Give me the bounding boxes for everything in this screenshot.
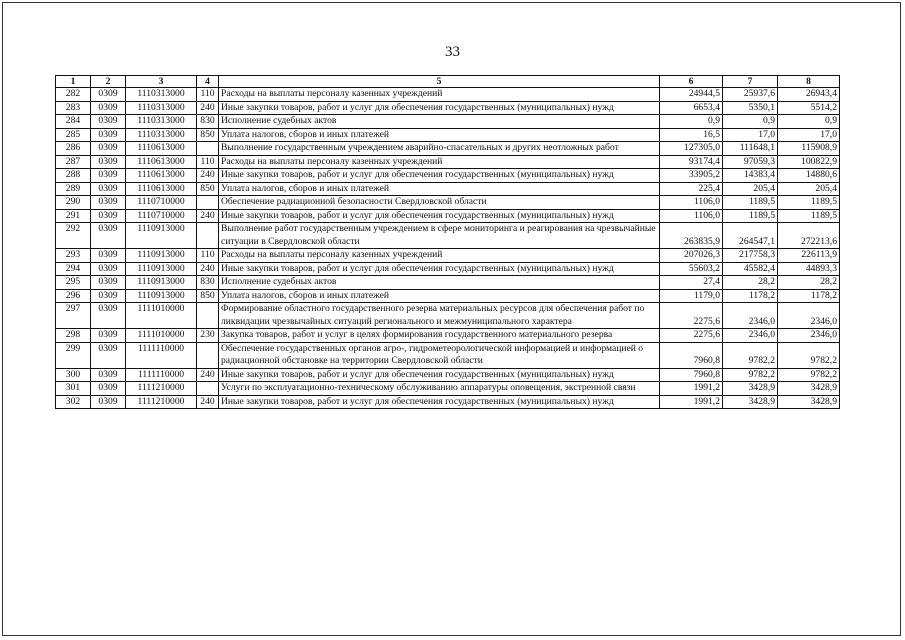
section-code: 0309 [91, 276, 126, 290]
amount-col6: 1106,0 [660, 209, 723, 223]
section-code: 0309 [91, 182, 126, 196]
row-number: 302 [56, 395, 91, 409]
section-code: 0309 [91, 196, 126, 210]
section-code: 0309 [91, 368, 126, 382]
amount-col8: 1178,2 [778, 289, 840, 303]
target-article-code: 1110313000 [126, 88, 197, 102]
section-code: 0309 [91, 209, 126, 223]
amount-col6: 2275,6 [660, 329, 723, 343]
table-row [56, 223, 840, 249]
amount-col6: 0,9 [660, 115, 723, 129]
amount-col7: 25937,6 [723, 88, 778, 102]
amount-col8: 44893,3 [778, 262, 840, 276]
amount-col6: 225,4 [660, 182, 723, 196]
section-code: 0309 [91, 342, 126, 368]
table-row [56, 262, 840, 276]
expense-type-code: 830 [197, 115, 219, 129]
section-code: 0309 [91, 155, 126, 169]
table-row [56, 88, 840, 102]
row-description: Расходы на выплаты персоналу казенных учреждений [219, 155, 660, 169]
expense-type-code: 110 [197, 249, 219, 263]
expense-type-code [197, 223, 219, 249]
target-article-code: 1111210000 [126, 395, 197, 409]
section-code: 0309 [91, 142, 126, 156]
row-number: 290 [56, 196, 91, 210]
expense-type-code: 240 [197, 209, 219, 223]
amount-col8: 205,4 [778, 182, 840, 196]
table-row [56, 276, 840, 290]
section-code: 0309 [91, 169, 126, 183]
table-row [56, 182, 840, 196]
section-code: 0309 [91, 88, 126, 102]
amount-col6: 1179,0 [660, 289, 723, 303]
amount-col8: 1189,5 [778, 196, 840, 210]
amount-col6: 263835,9 [660, 223, 723, 249]
row-description: Иные закупки товаров, работ и услуг для обеспечения государственных (муниципальных) нужд [219, 395, 660, 409]
amount-col7: 111648,1 [723, 142, 778, 156]
row-description: Исполнение судебных актов [219, 115, 660, 129]
target-article-code: 1110613000 [126, 169, 197, 183]
table-row [56, 382, 840, 396]
amount-col8: 14880,6 [778, 169, 840, 183]
row-description: Расходы на выплаты персоналу казенных учреждений [219, 249, 660, 263]
amount-col8: 9782,2 [778, 342, 840, 368]
row-number: 300 [56, 368, 91, 382]
table-row [56, 155, 840, 169]
row-number: 283 [56, 101, 91, 115]
amount-col6: 7960,8 [660, 342, 723, 368]
amount-col8: 9782,2 [778, 368, 840, 382]
row-description: Исполнение судебных актов [219, 276, 660, 290]
row-number: 284 [56, 115, 91, 129]
amount-col7: 205,4 [723, 182, 778, 196]
amount-col8: 17,0 [778, 128, 840, 142]
amount-col8: 1189,5 [778, 209, 840, 223]
expense-type-code: 240 [197, 395, 219, 409]
row-number: 294 [56, 262, 91, 276]
amount-col7: 217758,3 [723, 249, 778, 263]
expense-type-code: 850 [197, 182, 219, 196]
amount-col6: 16,5 [660, 128, 723, 142]
amount-col8: 26943,4 [778, 88, 840, 102]
row-number: 292 [56, 223, 91, 249]
amount-col7: 1189,5 [723, 196, 778, 210]
row-description: Иные закупки товаров, работ и услуг для обеспечения государственных (муниципальных) нужд [219, 209, 660, 223]
target-article-code: 1110913000 [126, 289, 197, 303]
section-code: 0309 [91, 303, 126, 329]
section-code: 0309 [91, 329, 126, 343]
row-number: 287 [56, 155, 91, 169]
amount-col7: 45582,4 [723, 262, 778, 276]
expense-type-code: 110 [197, 88, 219, 102]
amount-col8: 2346,0 [778, 303, 840, 329]
table-row [56, 128, 840, 142]
table-row [56, 209, 840, 223]
row-number: 298 [56, 329, 91, 343]
amount-col8: 100822,9 [778, 155, 840, 169]
amount-col6: 2275,6 [660, 303, 723, 329]
amount-col7: 3428,9 [723, 382, 778, 396]
target-article-code: 1110613000 [126, 155, 197, 169]
col-header-5: 5 [219, 76, 660, 88]
amount-col6: 55603,2 [660, 262, 723, 276]
table-row [56, 115, 840, 129]
target-article-code: 1110313000 [126, 115, 197, 129]
target-article-code: 1111110000 [126, 342, 197, 368]
target-article-code: 1110313000 [126, 101, 197, 115]
amount-col6: 1991,2 [660, 395, 723, 409]
expense-type-code [197, 303, 219, 329]
target-article-code: 1110613000 [126, 182, 197, 196]
row-description: Уплата налогов, сборов и иных платежей [219, 289, 660, 303]
row-number: 282 [56, 88, 91, 102]
expense-type-code: 850 [197, 289, 219, 303]
section-code: 0309 [91, 128, 126, 142]
target-article-code: 1110710000 [126, 196, 197, 210]
amount-col7: 2346,0 [723, 303, 778, 329]
table-row [56, 395, 840, 409]
amount-col8: 115908,9 [778, 142, 840, 156]
target-article-code: 1110913000 [126, 249, 197, 263]
amount-col8: 226113,9 [778, 249, 840, 263]
row-number: 288 [56, 169, 91, 183]
amount-col6: 93174,4 [660, 155, 723, 169]
target-article-code: 1111010000 [126, 303, 197, 329]
col-header-7: 7 [723, 76, 778, 88]
table-row [56, 249, 840, 263]
col-header-6: 6 [660, 76, 723, 88]
row-number: 299 [56, 342, 91, 368]
table-row [56, 342, 840, 368]
col-header-1: 1 [56, 76, 91, 88]
row-description: Обеспечение государственных органов агро-, гидрометеорологической информацией и информацией о радиационной обстановке на территории Свердловской области [219, 342, 660, 368]
amount-col6: 6653,4 [660, 101, 723, 115]
target-article-code: 1111110000 [126, 368, 197, 382]
target-article-code: 1110913000 [126, 276, 197, 290]
expense-type-code [197, 382, 219, 396]
target-article-code: 1110710000 [126, 209, 197, 223]
table-row [56, 303, 840, 329]
table-row [56, 329, 840, 343]
amount-col7: 9782,2 [723, 368, 778, 382]
amount-col7: 1178,2 [723, 289, 778, 303]
row-number: 301 [56, 382, 91, 396]
amount-col8: 2346,0 [778, 329, 840, 343]
row-description: Уплата налогов, сборов и иных платежей [219, 128, 660, 142]
row-number: 289 [56, 182, 91, 196]
target-article-code: 1111210000 [126, 382, 197, 396]
amount-col7: 3428,9 [723, 395, 778, 409]
section-code: 0309 [91, 223, 126, 249]
row-number: 293 [56, 249, 91, 263]
target-article-code: 1110913000 [126, 262, 197, 276]
amount-col7: 264547,1 [723, 223, 778, 249]
row-description: Иные закупки товаров, работ и услуг для обеспечения государственных (муниципальных) нужд [219, 101, 660, 115]
expense-type-code: 830 [197, 276, 219, 290]
row-description: Расходы на выплаты персоналу казенных учреждений [219, 88, 660, 102]
amount-col6: 27,4 [660, 276, 723, 290]
section-code: 0309 [91, 395, 126, 409]
row-description: Обеспечение радиационной безопасности Свердловской области [219, 196, 660, 210]
section-code: 0309 [91, 101, 126, 115]
amount-col7: 5350,1 [723, 101, 778, 115]
row-description: Уплата налогов, сборов и иных платежей [219, 182, 660, 196]
amount-col7: 2346,0 [723, 329, 778, 343]
table-row [56, 196, 840, 210]
target-article-code: 1110913000 [126, 223, 197, 249]
expense-type-code [197, 196, 219, 210]
amount-col7: 14383,4 [723, 169, 778, 183]
amount-col7: 9782,2 [723, 342, 778, 368]
table-row [56, 101, 840, 115]
section-code: 0309 [91, 249, 126, 263]
expense-type-code: 240 [197, 101, 219, 115]
expense-type-code: 240 [197, 169, 219, 183]
table-row [56, 368, 840, 382]
row-description: Услуги по эксплуатационно-техническому обслуживанию аппаратуры оповещения, экстренной связи [219, 382, 660, 396]
page-number: 33 [445, 44, 460, 60]
expense-type-code: 240 [197, 368, 219, 382]
expense-type-code [197, 142, 219, 156]
amount-col7: 0,9 [723, 115, 778, 129]
row-number: 296 [56, 289, 91, 303]
row-description: Выполнение государственным учреждением аварийно-спасательных и других неотложных работ [219, 142, 660, 156]
expense-type-code: 850 [197, 128, 219, 142]
amount-col6: 1991,2 [660, 382, 723, 396]
col-header-3: 3 [126, 76, 197, 88]
amount-col8: 272213,6 [778, 223, 840, 249]
row-description: Иные закупки товаров, работ и услуг для обеспечения государственных (муниципальных) нужд [219, 262, 660, 276]
row-description: Выполнение работ государственным учреждением в сфере мониторинга и реагирования на чрезвычайные ситуации в Свердловской области [219, 223, 660, 249]
row-number: 297 [56, 303, 91, 329]
col-header-2: 2 [91, 76, 126, 88]
section-code: 0309 [91, 262, 126, 276]
table-row [56, 169, 840, 183]
budget-table [55, 75, 840, 409]
row-number: 291 [56, 209, 91, 223]
section-code: 0309 [91, 382, 126, 396]
amount-col6: 24944,5 [660, 88, 723, 102]
amount-col8: 3428,9 [778, 395, 840, 409]
row-description: Иные закупки товаров, работ и услуг для обеспечения государственных (муниципальных) нужд [219, 169, 660, 183]
table-row [56, 142, 840, 156]
col-header-8: 8 [778, 76, 840, 88]
row-description: Иные закупки товаров, работ и услуг для обеспечения государственных (муниципальных) нужд [219, 368, 660, 382]
expense-type-code: 240 [197, 262, 219, 276]
amount-col8: 0,9 [778, 115, 840, 129]
amount-col8: 5514,2 [778, 101, 840, 115]
section-code: 0309 [91, 115, 126, 129]
amount-col6: 127305,0 [660, 142, 723, 156]
row-number: 286 [56, 142, 91, 156]
amount-col6: 7960,8 [660, 368, 723, 382]
amount-col8: 3428,9 [778, 382, 840, 396]
amount-col7: 1189,5 [723, 209, 778, 223]
col-header-4: 4 [197, 76, 219, 88]
amount-col7: 17,0 [723, 128, 778, 142]
expense-type-code: 230 [197, 329, 219, 343]
header-row [56, 76, 840, 88]
amount-col6: 207026,3 [660, 249, 723, 263]
row-number: 285 [56, 128, 91, 142]
expense-type-code [197, 342, 219, 368]
section-code: 0309 [91, 289, 126, 303]
row-number: 295 [56, 276, 91, 290]
amount-col6: 33905,2 [660, 169, 723, 183]
target-article-code: 1110313000 [126, 128, 197, 142]
amount-col7: 28,2 [723, 276, 778, 290]
target-article-code: 1110613000 [126, 142, 197, 156]
amount-col8: 28,2 [778, 276, 840, 290]
target-article-code: 1111010000 [126, 329, 197, 343]
row-description: Формирование областного государственного резерва материальных ресурсов для обеспечения работ по ликвидации чрезвычайных ситуаций регионального и межмуниципального характера [219, 303, 660, 329]
table-row [56, 289, 840, 303]
row-description: Закупка товаров, работ и услуг в целях формирования государственного материального резерва [219, 329, 660, 343]
amount-col6: 1106,0 [660, 196, 723, 210]
amount-col7: 97059,3 [723, 155, 778, 169]
expense-type-code: 110 [197, 155, 219, 169]
